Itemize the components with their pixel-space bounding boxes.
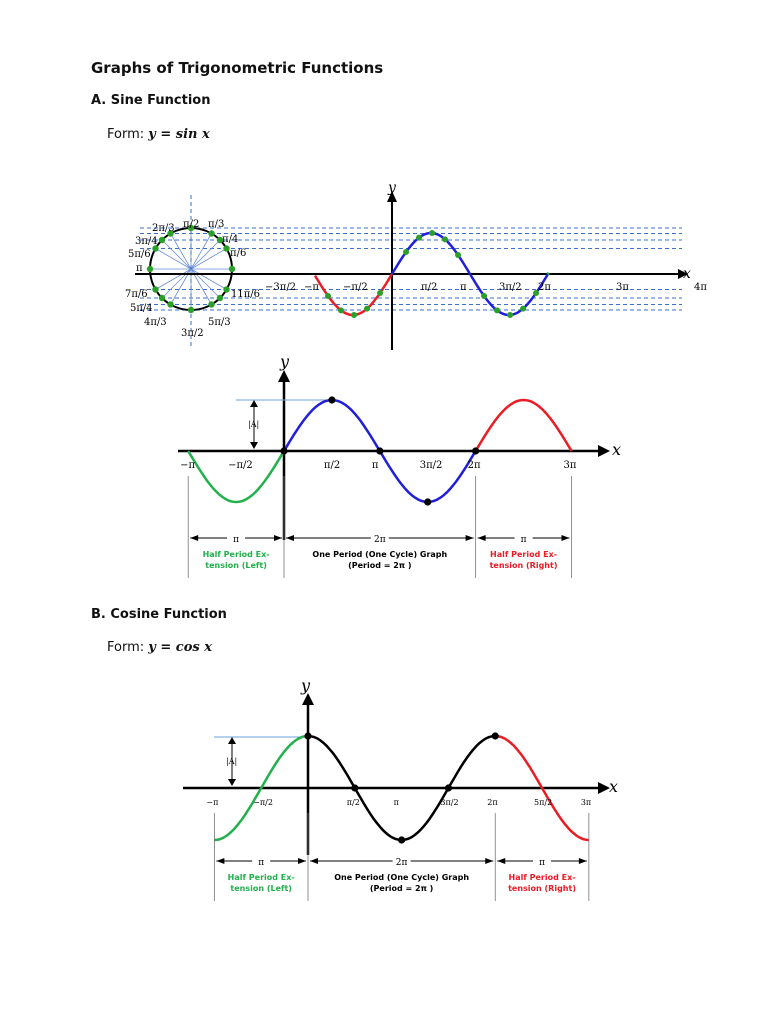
tick-label: 3π bbox=[616, 282, 629, 293]
circle-point bbox=[159, 295, 165, 301]
span-caption: Half Period Ex- bbox=[490, 550, 558, 559]
key-point bbox=[472, 447, 479, 454]
sine-chart bbox=[0, 350, 768, 590]
tick-label: 3π bbox=[580, 798, 592, 807]
span-arrowhead bbox=[579, 858, 587, 864]
wave-point bbox=[494, 307, 500, 313]
tick-label: π/2 bbox=[323, 460, 341, 471]
angle-label: 3π/2 bbox=[181, 328, 204, 339]
angle-label: 3π/4 bbox=[135, 236, 158, 247]
amplitude-label: |A| bbox=[248, 420, 260, 429]
unit-circle-sine-diagram bbox=[0, 175, 768, 355]
angle-labels bbox=[125, 219, 260, 339]
span-label: π bbox=[539, 858, 546, 868]
y-axis-label: y bbox=[388, 180, 396, 196]
key-point bbox=[492, 732, 499, 739]
curve-segment bbox=[476, 400, 572, 451]
y-axis-label: y bbox=[280, 352, 290, 371]
circle-point bbox=[208, 230, 214, 236]
y-axis-label: y bbox=[301, 676, 311, 695]
amplitude-arrowhead-down bbox=[250, 442, 258, 449]
key-point bbox=[398, 836, 405, 843]
angle-label: 2π/3 bbox=[152, 223, 175, 234]
wave-point bbox=[338, 307, 344, 313]
wave-point bbox=[377, 290, 383, 296]
amplitude-arrowhead-up bbox=[250, 400, 258, 407]
x-axis-label: x bbox=[612, 440, 622, 459]
cosine-chart bbox=[0, 675, 768, 915]
x-tick-labels bbox=[265, 282, 768, 293]
span-arrowhead bbox=[466, 535, 474, 541]
x-axis-label: x bbox=[683, 266, 691, 282]
circle-point bbox=[152, 286, 158, 292]
span-caption: Half Period Ex- bbox=[227, 873, 295, 882]
wave-point bbox=[520, 306, 526, 312]
span-arrowhead bbox=[561, 535, 569, 541]
wave-point bbox=[429, 230, 435, 236]
span-label: 2π bbox=[395, 858, 408, 868]
angle-label: 7π/6 bbox=[125, 289, 148, 300]
span-label: π bbox=[258, 858, 265, 868]
span-arrowhead bbox=[298, 858, 306, 864]
angle-label: 5π/4 bbox=[130, 303, 153, 314]
wave-point bbox=[455, 252, 461, 258]
x-axis-label: x bbox=[609, 777, 619, 796]
period-spans bbox=[188, 476, 571, 578]
span-caption: Half Period Ex- bbox=[202, 550, 270, 559]
tick-label: 4π bbox=[694, 282, 707, 293]
circle-point bbox=[229, 266, 235, 272]
curve-segment bbox=[188, 451, 284, 502]
circle-point bbox=[223, 245, 229, 251]
span-caption: tension (Right) bbox=[489, 561, 558, 570]
section-heading-cosine: B. Cosine Function bbox=[91, 607, 227, 622]
angle-label: 4π/3 bbox=[144, 317, 167, 328]
y-axis-arrow bbox=[278, 370, 290, 382]
angle-label: π/3 bbox=[208, 219, 225, 230]
section-heading-sine: A. Sine Function bbox=[91, 93, 211, 108]
key-point bbox=[280, 447, 287, 454]
circle-point bbox=[223, 286, 229, 292]
span-caption: (Period = 2π ) bbox=[348, 561, 412, 570]
key-point bbox=[351, 784, 358, 791]
x-tick-labels bbox=[206, 798, 591, 807]
sine-form bbox=[107, 127, 210, 142]
tick-label: −π/2 bbox=[343, 282, 368, 293]
tick-label: π bbox=[371, 460, 379, 471]
angle-label: π/2 bbox=[183, 219, 200, 230]
angle-label: 5π/6 bbox=[128, 249, 151, 260]
span-label: π bbox=[233, 535, 240, 545]
key-point bbox=[328, 396, 335, 403]
span-label: 2π bbox=[373, 535, 386, 545]
tick-label: 5π/2 bbox=[534, 798, 553, 807]
tick-label: π/2 bbox=[421, 282, 438, 293]
amplitude-arrowhead-down bbox=[228, 779, 236, 786]
tick-label: 2π bbox=[538, 282, 551, 293]
angle-label: π bbox=[136, 263, 143, 274]
span-caption: Half Period Ex- bbox=[508, 873, 576, 882]
tick-label: π bbox=[460, 282, 467, 293]
tick-label: −π bbox=[206, 798, 219, 807]
tick-label: 3π bbox=[563, 460, 577, 471]
projection-points bbox=[147, 225, 539, 318]
span-caption: tension (Right) bbox=[508, 884, 576, 893]
wave-point bbox=[481, 293, 487, 299]
key-point bbox=[376, 447, 383, 454]
tick-label: −π/2 bbox=[228, 460, 253, 471]
span-caption: One Period (One Cycle) Graph bbox=[334, 873, 470, 882]
circle-point bbox=[147, 266, 153, 272]
cosine-form bbox=[107, 640, 212, 655]
tick-label: 3π/2 bbox=[419, 460, 443, 471]
tick-label: 2π bbox=[467, 460, 481, 471]
amplitude-label: |A| bbox=[226, 757, 238, 766]
period-spans bbox=[214, 813, 588, 901]
circle-point bbox=[188, 307, 194, 313]
wave-point bbox=[442, 236, 448, 242]
wave-point bbox=[403, 249, 409, 255]
tick-label: π/2 bbox=[346, 798, 360, 807]
angle-label: 5π/3 bbox=[208, 317, 231, 328]
x-axis-arrow bbox=[598, 445, 610, 457]
cosine-formula: y = cos x bbox=[148, 640, 212, 655]
tick-label: −3π/2 bbox=[265, 282, 297, 293]
tick-label: −π bbox=[304, 282, 319, 293]
wave-point bbox=[416, 235, 422, 241]
circle-point bbox=[208, 301, 214, 307]
tick-label: −π/2 bbox=[253, 798, 273, 807]
wave-point bbox=[364, 306, 370, 312]
x-tick-labels bbox=[180, 460, 577, 471]
tick-label: π bbox=[393, 798, 399, 807]
key-point bbox=[445, 784, 452, 791]
tick-label: −π bbox=[180, 460, 196, 471]
span-caption: One Period (One Cycle) Graph bbox=[312, 550, 448, 559]
span-arrowhead bbox=[478, 535, 486, 541]
span-caption: (Period = 2π ) bbox=[369, 884, 434, 893]
angle-label: π/6 bbox=[230, 248, 247, 259]
span-arrowhead bbox=[485, 858, 493, 864]
page-title: Graphs of Trigonometric Functions bbox=[91, 59, 384, 77]
form-label: Form: bbox=[107, 127, 145, 142]
amplitude-arrowhead-up bbox=[228, 737, 236, 744]
key-point bbox=[304, 732, 311, 739]
angle-label: 11π/6 bbox=[231, 289, 261, 300]
span-arrowhead bbox=[216, 858, 224, 864]
tick-label: 3π/2 bbox=[440, 798, 459, 807]
circle-point bbox=[217, 295, 223, 301]
wave-point bbox=[351, 312, 357, 318]
span-caption: tension (Left) bbox=[230, 884, 292, 893]
span-caption: tension (Left) bbox=[205, 561, 267, 570]
circle-point bbox=[159, 237, 165, 243]
sine-formula: y = sin x bbox=[148, 127, 210, 142]
wave-point bbox=[325, 293, 331, 299]
tick-label: 2π bbox=[487, 798, 498, 807]
form-label: Form: bbox=[107, 640, 145, 655]
span-arrowhead bbox=[310, 858, 318, 864]
tick-label: 3π/2 bbox=[499, 282, 522, 293]
wave-point bbox=[507, 312, 513, 318]
key-point bbox=[424, 498, 431, 505]
angle-label: π/4 bbox=[222, 234, 239, 245]
circle-point bbox=[167, 301, 173, 307]
span-arrowhead bbox=[497, 858, 505, 864]
span-arrowhead bbox=[286, 535, 294, 541]
span-arrowhead bbox=[274, 535, 282, 541]
span-label: π bbox=[520, 535, 527, 545]
span-arrowhead bbox=[190, 535, 198, 541]
